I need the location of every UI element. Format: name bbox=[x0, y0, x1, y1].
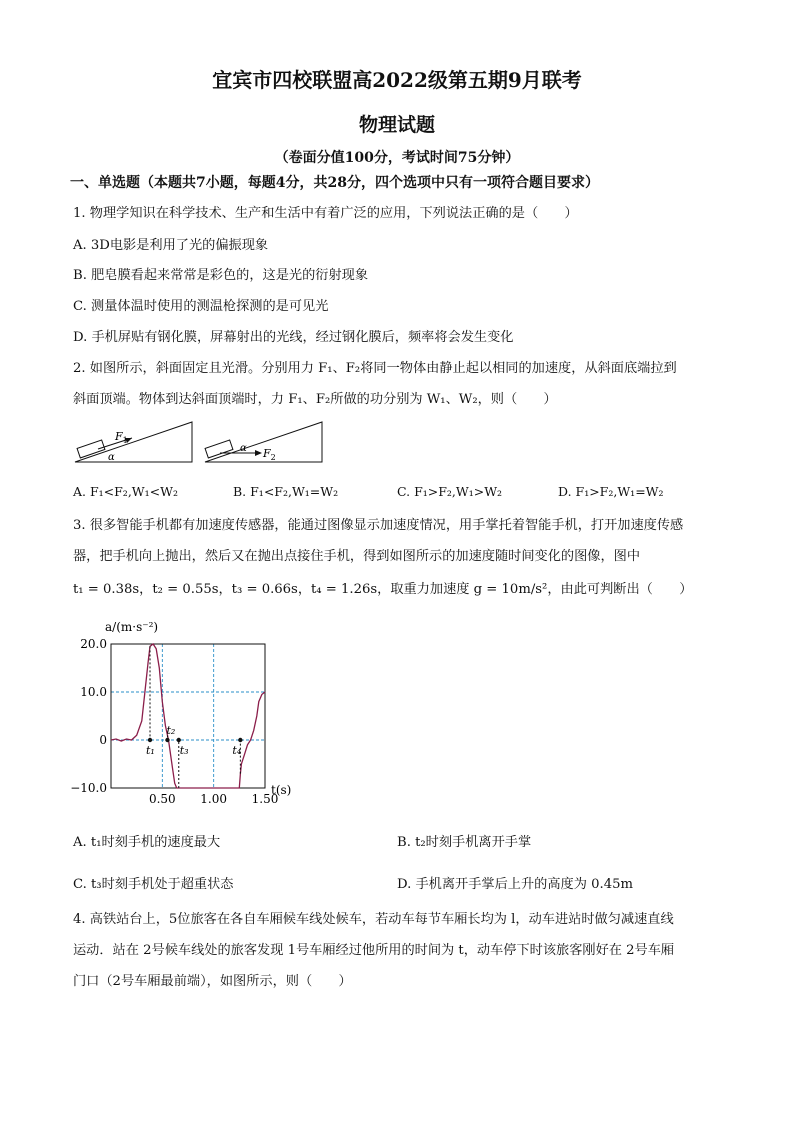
marker-dot bbox=[177, 738, 181, 742]
exam-note: （卷面分值100分，考试时间75分钟） bbox=[274, 150, 520, 166]
q4-stem-line1: 4. 高铁站台上，5位旅客在各自车厢候车线处候车，若动车每节车厢长均为 l，动车进站时做匀减速直线 bbox=[73, 912, 674, 927]
fig2-angle-label: α bbox=[240, 443, 247, 454]
q3-stem-line1: 3. 很多智能手机都有加速度传感器，能通过图像显示加速度情况，用手掌托着智能手机，打开加速度传感 bbox=[73, 518, 684, 533]
fig2-force-label: $F_2$ bbox=[263, 447, 276, 462]
incline-figure-1 bbox=[75, 422, 192, 463]
y-tick-label: −10.0 bbox=[70, 781, 107, 795]
marker-dot bbox=[148, 738, 152, 742]
marker-dot bbox=[165, 738, 169, 742]
q3-option-c: C. t₃时刻手机处于超重状态 bbox=[73, 877, 234, 892]
q4-stem-line2: 运动．站在 2号候车线处的旅客发现 1号车厢经过他所用的时间为 t，动车停下时该旅客刚好在 2号车厢 bbox=[73, 943, 675, 958]
marker-dot bbox=[238, 738, 242, 742]
block-1 bbox=[77, 440, 105, 458]
marker-label: t₂ bbox=[166, 724, 176, 737]
q3-option-d: D. 手机离开手掌后上升的高度为 0.45m bbox=[397, 877, 633, 892]
x-tick-label: 1.50 bbox=[251, 792, 279, 806]
q2-stem-line1: 2. 如图所示，斜面固定且光滑。分别用力 F₁、F₂将同一物体由静止起以相同的加速度，从斜面底端拉到 bbox=[73, 361, 677, 376]
q2-stem-line2: 斜面顶端。物体到达斜面顶端时，力 F₁、F₂所做的功分别为 W₁、W₂，则（ ） bbox=[73, 392, 557, 407]
marker-label: t₃ bbox=[179, 744, 189, 757]
q1-option-b: B. 肥皂膜看起来常常是彩色的，这是光的衍射现象 bbox=[73, 268, 369, 283]
q1-option-a: A. 3D电影是利用了光的偏振现象 bbox=[73, 238, 269, 253]
block-2 bbox=[205, 440, 233, 458]
q2-option-a: A. F₁<F₂,W₁<W₂ bbox=[73, 484, 178, 499]
q3-stem-line2: 器，把手机向上抛出，然后又在抛出点接住手机，得到如图所示的加速度随时间变化的图像，图中 bbox=[73, 549, 641, 564]
fig1-force-label: $F_1$ bbox=[115, 430, 128, 445]
section-heading: 一、单选题（本题共7小题，每题4分，共28分，四个选项中只有一项符合题目要求） bbox=[70, 175, 599, 191]
fig1-angle-label: α bbox=[108, 452, 115, 463]
x-tick-label: 0.50 bbox=[148, 792, 176, 806]
chart-series bbox=[111, 644, 265, 788]
incline-figure-2 bbox=[205, 422, 322, 462]
exam-subtitle: 物理试题 bbox=[358, 114, 435, 136]
q3-option-a: A. t₁时刻手机的速度最大 bbox=[73, 835, 221, 850]
q2-option-b: B. F₁<F₂,W₁=W₂ bbox=[233, 484, 339, 499]
marker-label: t₁ bbox=[146, 744, 155, 757]
y-tick-label: 10.0 bbox=[80, 685, 107, 699]
q3-stem-line3: t₁ = 0.38s，t₂ = 0.55s，t₃ = 0.66s，t₄ = 1.26s，取重力加速度 g = 10m/s²，由此可判断出（ ） bbox=[73, 582, 693, 597]
marker-label: t₄ bbox=[232, 744, 242, 757]
x-tick-label: 1.00 bbox=[200, 792, 228, 806]
q4-stem-line3: 门口（2号车厢最前端），如图所示，则（ ） bbox=[73, 974, 352, 989]
plot-frame bbox=[111, 644, 265, 788]
q1-stem: 1. 物理学知识在科学技术、生产和生活中有着广泛的应用，下列说法正确的是（ ） bbox=[73, 206, 578, 221]
exam-title: 宜宾市四校联盟高2022级第五期9月联考 bbox=[212, 68, 582, 92]
y-tick-label: 20.0 bbox=[80, 637, 107, 651]
q2-option-d: D. F₁>F₂,W₁=W₂ bbox=[558, 484, 664, 499]
chart-grid bbox=[111, 644, 265, 788]
y-tick-label: 0 bbox=[99, 733, 107, 747]
q2-option-c: C. F₁>F₂,W₁>W₂ bbox=[397, 484, 503, 499]
q1-option-c: C. 测量体温时使用的测温枪探测的是可见光 bbox=[73, 299, 329, 314]
series-line bbox=[111, 644, 265, 788]
y-axis-label: a/(m·s⁻²) bbox=[105, 620, 159, 634]
chart-markers bbox=[146, 646, 243, 788]
q2-incline-figures bbox=[70, 418, 330, 468]
q3-option-b: B. t₂时刻手机离开手掌 bbox=[397, 835, 532, 850]
q1-option-d: D. 手机屏贴有钢化膜，屏幕射出的光线，经过钢化膜后，频率将会发生变化 bbox=[73, 330, 514, 345]
x-axis-label: t(s) bbox=[271, 783, 292, 797]
acceleration-time-chart bbox=[65, 612, 295, 812]
